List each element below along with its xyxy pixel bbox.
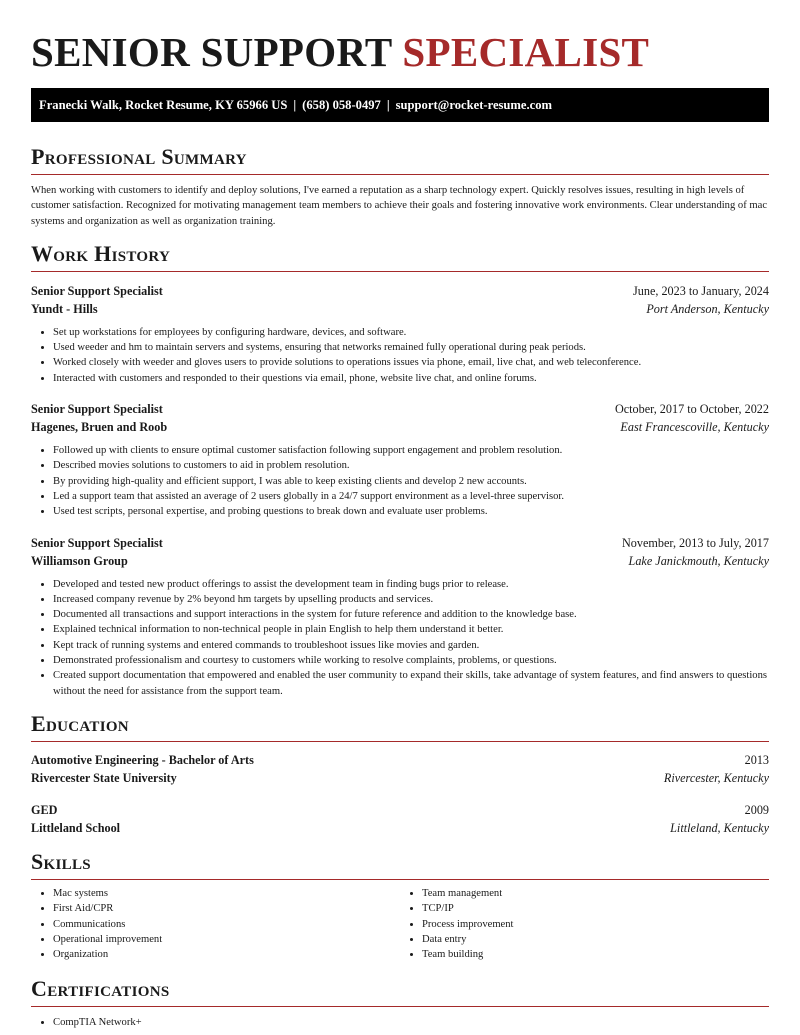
job-bullet: • Explained technical information to non-technical people in plain English to help them understand it better.	[53, 622, 769, 637]
job-bullet: • Kept track of running systems and entered commands to troubleshoot issues like movies and garden.	[53, 638, 769, 653]
job-bullet: • Led a support team that assisted an average of 2 users globally in a 24/7 support environment as a level-three supervisor.	[53, 489, 769, 504]
education-school: Rivercester State University	[31, 770, 177, 785]
job-bullet: • By providing high-quality and efficient support, I was able to keep existing clients and develop 2 new accounts.	[53, 474, 769, 489]
job-title: Senior Support Specialist	[31, 535, 163, 550]
education-degree: GED	[31, 802, 58, 817]
job-title: Senior Support Specialist	[31, 283, 163, 298]
job-bullets	[31, 443, 769, 519]
job-bullet: • Created support documentation that empowered and enabled the user community to expand their skills, take advantage of system features, and find answers to questions without the need for assistance from the support team.	[53, 668, 769, 699]
skill-item: • Mac systems	[53, 886, 400, 901]
job-bullet: • Used weeder and hm to maintain servers and systems, ensuring that networks remained fully operational during peak periods.	[53, 340, 769, 355]
education-entry	[31, 801, 769, 837]
job-title: Senior Support Specialist	[31, 402, 163, 417]
job-bullet: • Set up workstations for employees by configuring hardware, devices, and software.	[53, 325, 769, 340]
job-company: Williamson Group	[31, 553, 128, 568]
job-bullet: • Followed up with clients to ensure optimal customer satisfaction following support engagement and problem resolution.	[53, 443, 769, 458]
job-bullet: • Demonstrated professionalism and courtesy to customers while working to resolve complaints, problems, or questions.	[53, 653, 769, 668]
job-dates: June, 2023 to January, 2024	[633, 283, 769, 298]
job-bullet: • Interacted with customers and responded to their questions via email, phone, website live chat, and online forums.	[53, 371, 769, 386]
education-location: Rivercester, Kentucky	[663, 770, 769, 785]
certifications-heading: Certifications	[31, 976, 769, 1007]
job-bullet: • Documented all transactions and support interactions in the system for future reference and addition to the knowledge base.	[53, 607, 769, 622]
skill-item: • Process improvement	[422, 917, 769, 932]
skills-section	[31, 849, 769, 962]
resume-title	[31, 0, 769, 74]
job-location: Port Anderson, Kentucky	[646, 301, 769, 316]
skill-item: • TCP/IP	[422, 901, 769, 916]
summary-section	[31, 144, 769, 229]
certifications-list	[31, 1015, 769, 1030]
skill-item: • Communications	[53, 917, 400, 932]
job-bullet: • Developed and tested new product offerings to assist the development team in finding bugs prior to release.	[53, 577, 769, 592]
job-company: Yundt - Hills	[31, 301, 98, 316]
skills-heading: Skills	[31, 849, 769, 880]
certification-item: • CompTIA Network+	[53, 1015, 769, 1030]
job-entry	[31, 400, 769, 519]
certifications-section	[31, 976, 769, 1030]
skill-item: • First Aid/CPR	[53, 901, 400, 916]
education-school: Littleland School	[31, 820, 121, 835]
contact-address: Franecki Walk, Rocket Resume, KY 65966 US	[39, 98, 288, 112]
job-bullet: • Increased company revenue by 2% beyond hm targets by upselling products and services.	[53, 592, 769, 607]
education-heading: Education	[31, 711, 769, 742]
job-entry	[31, 282, 769, 386]
skill-item: • Data entry	[422, 932, 769, 947]
contact-separator: |	[293, 98, 297, 112]
skills-right-column	[400, 886, 769, 962]
contact-separator: |	[386, 98, 390, 112]
work-history-heading: Work History	[31, 241, 769, 272]
education-section	[31, 711, 769, 837]
job-bullets	[31, 577, 769, 699]
job-dates: October, 2017 to October, 2022	[614, 402, 769, 417]
education-entry	[31, 751, 769, 787]
skills-left-column	[31, 886, 400, 962]
job-bullets	[31, 325, 769, 386]
job-dates: November, 2013 to July, 2017	[622, 535, 769, 550]
job-company: Hagenes, Bruen and Roob	[31, 420, 168, 435]
job-bullet: • Worked closely with weeder and gloves users to provide solutions to operations issues via phone, email, live chat, and web teleconference.	[53, 355, 769, 370]
skill-item: • Organization	[53, 947, 400, 962]
contact-phone: (658) 058-0497	[302, 98, 381, 112]
skill-item: • Team management	[422, 886, 769, 901]
job-entry	[31, 534, 769, 699]
education-year: 2009	[744, 802, 769, 817]
title-accent: SPECIALIST	[402, 29, 650, 75]
job-location: East Francescoville, Kentucky	[620, 420, 769, 435]
skill-item: • Team building	[422, 947, 769, 962]
title-main: SENIOR SUPPORT	[31, 29, 392, 75]
job-location: Lake Janickmouth, Kentucky	[628, 553, 769, 568]
skill-item: • Operational improvement	[53, 932, 400, 947]
education-year: 2013	[744, 752, 769, 767]
contact-bar	[31, 88, 769, 122]
job-bullet: • Described movies solutions to customers to aid in problem resolution.	[53, 458, 769, 473]
summary-heading: Professional Summary	[31, 144, 769, 175]
job-bullet: • Used test scripts, personal expertise, and probing questions to break down and evaluate user problems.	[53, 504, 769, 519]
contact-email: support@rocket-resume.com	[395, 98, 553, 112]
work-history-section	[31, 241, 769, 699]
education-degree: Automotive Engineering - Bachelor of Arts	[31, 752, 254, 767]
skills-columns	[31, 886, 769, 962]
education-location: Littleland, Kentucky	[670, 820, 769, 835]
summary-text: When working with customers to identify and deploy solutions, I've earned a reputation as a sharp technology expert. Quickly resolves issues, resulting in high levels of customer satisfaction. Recognized for motivating management team members to achieve their goals and fostering innovative work environments. Clear understanding of mac systems and organization as well as organization training.	[31, 185, 768, 227]
